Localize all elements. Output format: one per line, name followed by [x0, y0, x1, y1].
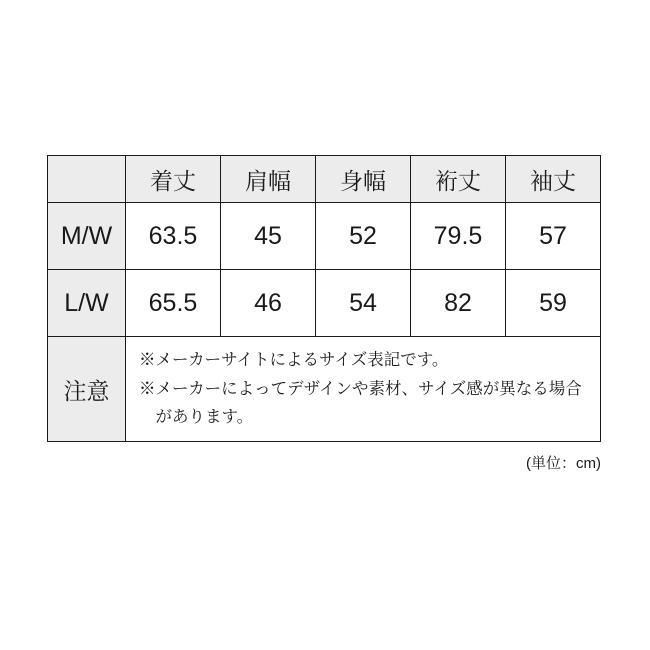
row-label-mw: M/W	[48, 203, 126, 270]
column-header-sodetake: 袖丈	[506, 156, 601, 203]
table-row-lw	[48, 270, 601, 337]
table-row-note	[48, 337, 601, 442]
table-row-mw	[48, 203, 601, 270]
note-text-cell	[126, 337, 601, 442]
column-header-yukitake: 裄丈	[411, 156, 506, 203]
header-row	[48, 156, 601, 203]
column-header-katahaba: 肩幅	[221, 156, 316, 203]
size-value-cell: 57	[506, 203, 601, 270]
size-chart	[47, 155, 601, 442]
unit-caption: (単位：cm)	[526, 455, 601, 472]
column-header-chakutake: 着丈	[126, 156, 221, 203]
size-chart-table	[47, 155, 601, 442]
column-header-mihaba: 身幅	[316, 156, 411, 203]
size-value-cell: 82	[411, 270, 506, 337]
row-label-lw: L/W	[48, 270, 126, 337]
size-value-cell: 59	[506, 270, 601, 337]
note-label-cell: 注意	[48, 337, 126, 442]
size-value-cell: 46	[221, 270, 316, 337]
note-line: ※メーカーサイトによるサイズ表記です。	[139, 350, 449, 369]
header-corner-cell	[48, 156, 126, 203]
size-value-cell: 63.5	[126, 203, 221, 270]
size-value-cell: 79.5	[411, 203, 506, 270]
size-value-cell: 52	[316, 203, 411, 270]
size-value-cell: 54	[316, 270, 411, 337]
size-value-cell: 45	[221, 203, 316, 270]
size-value-cell: 65.5	[126, 270, 221, 337]
note-line: ※メーカーによってデザインや素材、サイズ感が異なる場合があります。	[139, 379, 582, 427]
